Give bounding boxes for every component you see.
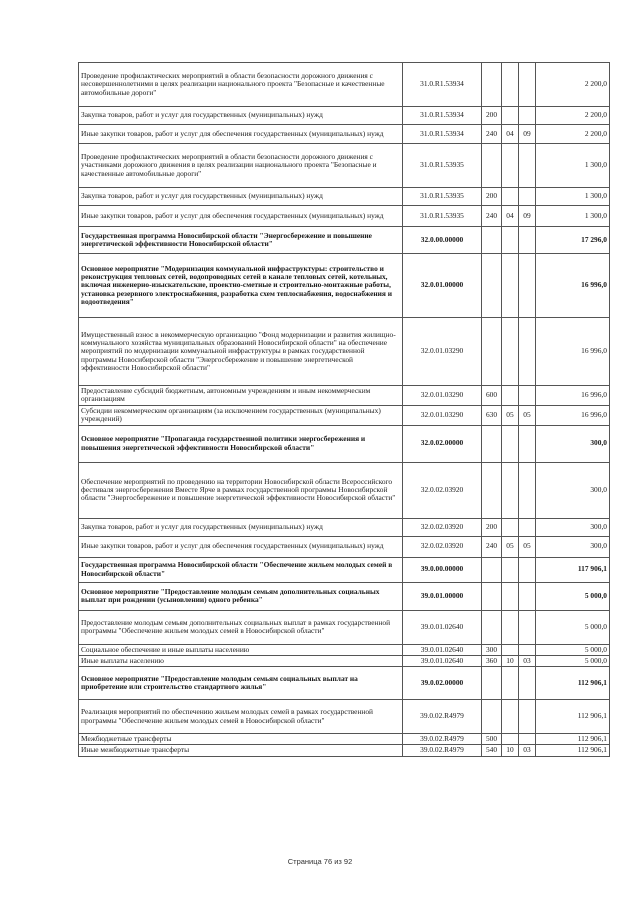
amount-cell: 16 996,0 — [536, 386, 610, 406]
subsection-cell: 03 — [519, 745, 536, 756]
expense-type-cell: 240 — [482, 125, 502, 144]
row-name-cell: Субсидии некоммерческим организациям (за исключением государственных (муниципальных) учреждений) — [79, 405, 403, 425]
subsection-cell — [519, 582, 536, 610]
amount-cell: 2 200,0 — [536, 125, 610, 144]
expense-type-cell: 500 — [482, 734, 502, 745]
table-row — [79, 462, 610, 518]
table-row — [79, 557, 610, 582]
section-cell — [502, 518, 519, 536]
target-code-cell: 32.0.01.03290 — [403, 386, 482, 406]
subsection-cell — [519, 462, 536, 518]
target-code-cell: 39.0.02.R4979 — [403, 700, 482, 734]
section-cell — [502, 582, 519, 610]
table-row — [79, 107, 610, 125]
amount-cell: 300,0 — [536, 518, 610, 536]
section-cell — [502, 462, 519, 518]
subsection-cell — [519, 188, 536, 206]
section-cell — [502, 63, 519, 107]
row-name-cell: Иные выплаты населению — [79, 655, 403, 666]
expense-type-cell — [482, 610, 502, 644]
section-cell — [502, 144, 519, 188]
row-name-cell: Межбюджетные трансферты — [79, 734, 403, 745]
amount-cell: 2 200,0 — [536, 107, 610, 125]
expense-type-cell — [482, 667, 502, 700]
page-footer: Страница 76 из 92 — [287, 857, 353, 866]
table-row — [79, 227, 610, 254]
row-name-cell: Реализация мероприятий по обеспечению жильем молодых семей в рамках государственной программы "Обеспечение жильем молодых семей в Новосибирской области" — [79, 700, 403, 734]
target-code-cell: 39.0.01.02640 — [403, 610, 482, 644]
expense-type-cell: 200 — [482, 107, 502, 125]
expense-type-cell — [482, 318, 502, 386]
target-code-cell: 39.0.01.02640 — [403, 655, 482, 666]
section-cell — [502, 188, 519, 206]
target-code-cell: 39.0.01.00000 — [403, 582, 482, 610]
amount-cell: 16 996,0 — [536, 318, 610, 386]
table-row — [79, 405, 610, 425]
expense-type-cell: 240 — [482, 536, 502, 557]
subsection-cell — [519, 518, 536, 536]
amount-cell: 117 906,1 — [536, 557, 610, 582]
amount-cell: 112 906,1 — [536, 700, 610, 734]
target-code-cell: 31.0.R1.53934 — [403, 107, 482, 125]
subsection-cell — [519, 425, 536, 462]
target-code-cell: 31.0.R1.53934 — [403, 125, 482, 144]
target-code-cell: 32.0.02.00000 — [403, 425, 482, 462]
table-row — [79, 518, 610, 536]
expense-type-cell — [482, 582, 502, 610]
section-cell: 05 — [502, 405, 519, 425]
amount-cell: 112 906,1 — [536, 734, 610, 745]
subsection-cell — [519, 227, 536, 254]
amount-cell: 300,0 — [536, 462, 610, 518]
row-name-cell: Предоставление субсидий бюджетным, автономным учреждениям и иным некоммерческим организациям — [79, 386, 403, 406]
target-code-cell: 32.0.01.03290 — [403, 318, 482, 386]
expense-type-cell: 540 — [482, 745, 502, 756]
expense-type-cell: 360 — [482, 655, 502, 666]
table-row — [79, 63, 610, 107]
expense-type-cell — [482, 63, 502, 107]
row-name-cell: Проведение профилактических мероприятий в области безопасности дорожного движения с участниками дорожного движения в целях реализации национального проекта "Безопасные и качественные автомобильные дороги" — [79, 144, 403, 188]
subsection-cell: 09 — [519, 206, 536, 227]
expense-type-cell: 240 — [482, 206, 502, 227]
table-row — [79, 386, 610, 406]
target-code-cell: 31.0.R1.53934 — [403, 63, 482, 107]
expense-type-cell — [482, 227, 502, 254]
target-code-cell: 39.0.00.00000 — [403, 557, 482, 582]
amount-cell: 1 300,0 — [536, 206, 610, 227]
amount-cell: 5 000,0 — [536, 582, 610, 610]
section-cell — [502, 734, 519, 745]
table-row — [79, 188, 610, 206]
amount-cell: 2 200,0 — [536, 63, 610, 107]
section-cell: 04 — [502, 125, 519, 144]
target-code-cell: 39.0.02.R4979 — [403, 734, 482, 745]
table-row — [79, 644, 610, 655]
row-name-cell: Предоставление молодым семьям дополнительных социальных выплат в рамках государственной программы "Обеспечение жильем молодых семей в Новосибирской области" — [79, 610, 403, 644]
subsection-cell — [519, 610, 536, 644]
target-code-cell: 39.0.01.02640 — [403, 644, 482, 655]
subsection-cell — [519, 63, 536, 107]
section-cell — [502, 557, 519, 582]
row-name-cell: Обеспечение мероприятий по проведению на территории Новосибирской области Всероссийского фестиваля энергосбережения Вместе Ярче в рамках государственной программы Новосибирской области "Энергосбережение и повышение энергетической эффективности Новосибирской области" — [79, 462, 403, 518]
expense-type-cell — [482, 557, 502, 582]
row-name-cell: Государственная программа Новосибирской области "Обеспечение жильем молодых семей в Новосибирской области" — [79, 557, 403, 582]
budget-table-body — [79, 63, 610, 757]
target-code-cell: 39.0.02.00000 — [403, 667, 482, 700]
expense-type-cell — [482, 462, 502, 518]
subsection-cell — [519, 734, 536, 745]
section-cell — [502, 610, 519, 644]
row-name-cell: Закупка товаров, работ и услуг для государственных (муниципальных) нужд — [79, 107, 403, 125]
row-name-cell: Имущественный взнос в некоммерческую организацию "Фонд модернизации и развития жилищно-коммунального хозяйства муниципальных образований Новосибирской области" на обеспечение мероприятий по модернизации коммунальной инфраструктуры в рамках государственной программы Новосибирской области "Энергосбережение и повышение энергетической эффективности Новосибирской области" — [79, 318, 403, 386]
amount-cell: 1 300,0 — [536, 188, 610, 206]
subsection-cell — [519, 386, 536, 406]
subsection-cell: 05 — [519, 536, 536, 557]
row-name-cell: Основное мероприятие "Предоставление молодым семьям дополнительных социальных выплат при рождении (усыновлении) одного ребенка" — [79, 582, 403, 610]
table-row — [79, 144, 610, 188]
section-cell — [502, 667, 519, 700]
amount-cell: 300,0 — [536, 536, 610, 557]
subsection-cell — [519, 644, 536, 655]
amount-cell: 16 996,0 — [536, 254, 610, 318]
row-name-cell: Закупка товаров, работ и услуг для государственных (муниципальных) нужд — [79, 188, 403, 206]
expense-type-cell: 630 — [482, 405, 502, 425]
row-name-cell: Основное мероприятие "Предоставление молодым семьям социальных выплат на приобретение или строительство стандартного жилья" — [79, 667, 403, 700]
table-row — [79, 655, 610, 666]
target-code-cell: 32.0.02.03920 — [403, 518, 482, 536]
expense-type-cell — [482, 144, 502, 188]
row-name-cell: Иные закупки товаров, работ и услуг для обеспечения государственных (муниципальных) нужд — [79, 206, 403, 227]
section-cell — [502, 227, 519, 254]
section-cell: 04 — [502, 206, 519, 227]
subsection-cell: 03 — [519, 655, 536, 666]
section-cell: 10 — [502, 655, 519, 666]
section-cell — [502, 254, 519, 318]
target-code-cell: 31.0.R1.53935 — [403, 144, 482, 188]
table-row — [79, 745, 610, 756]
expense-type-cell: 200 — [482, 518, 502, 536]
amount-cell: 112 906,1 — [536, 745, 610, 756]
subsection-cell — [519, 318, 536, 386]
subsection-cell — [519, 700, 536, 734]
amount-cell: 300,0 — [536, 425, 610, 462]
target-code-cell: 31.0.R1.53935 — [403, 188, 482, 206]
row-name-cell: Государственная программа Новосибирской области "Энергосбережение и повышение энергетической эффективности Новосибирской области" — [79, 227, 403, 254]
table-row — [79, 734, 610, 745]
row-name-cell: Закупка товаров, работ и услуг для государственных (муниципальных) нужд — [79, 518, 403, 536]
section-cell — [502, 425, 519, 462]
table-row — [79, 425, 610, 462]
amount-cell: 16 996,0 — [536, 405, 610, 425]
target-code-cell: 32.0.01.00000 — [403, 254, 482, 318]
section-cell — [502, 107, 519, 125]
table-row — [79, 667, 610, 700]
row-name-cell: Иные межбюджетные трансферты — [79, 745, 403, 756]
row-name-cell: Проведение профилактических мероприятий в области безопасности дорожного движения с несовершеннолетними в целях реализации национального проекта "Безопасные и качественные автомобильные дороги" — [79, 63, 403, 107]
table-row — [79, 700, 610, 734]
section-cell: 10 — [502, 745, 519, 756]
expense-type-cell: 300 — [482, 644, 502, 655]
table-row — [79, 318, 610, 386]
subsection-cell: 09 — [519, 125, 536, 144]
table-row — [79, 254, 610, 318]
section-cell — [502, 386, 519, 406]
target-code-cell: 31.0.R1.53935 — [403, 206, 482, 227]
subsection-cell — [519, 254, 536, 318]
amount-cell: 5 000,0 — [536, 655, 610, 666]
target-code-cell: 39.0.02.R4979 — [403, 745, 482, 756]
expense-type-cell — [482, 700, 502, 734]
subsection-cell — [519, 557, 536, 582]
row-name-cell: Социальное обеспечение и иные выплаты населению — [79, 644, 403, 655]
section-cell — [502, 318, 519, 386]
amount-cell: 5 000,0 — [536, 610, 610, 644]
section-cell — [502, 700, 519, 734]
budget-table — [78, 62, 610, 757]
row-name-cell: Основное мероприятие "Модернизация коммунальной инфраструктуры: строительство и реконструкция тепловых сетей, водопроводных сетей в канале тепловых сетей, котельных, включая инженерно-изыскательские, проектно-сметные и строительно-монтажные работы, установка резервного электроснабжения, разработка схем теплоснабжения, водоснабжения и водоотведения" — [79, 254, 403, 318]
subsection-cell — [519, 144, 536, 188]
table-row — [79, 610, 610, 644]
target-code-cell: 32.0.02.03920 — [403, 536, 482, 557]
target-code-cell: 32.0.00.00000 — [403, 227, 482, 254]
section-cell — [502, 644, 519, 655]
amount-cell: 1 300,0 — [536, 144, 610, 188]
row-name-cell: Иные закупки товаров, работ и услуг для обеспечения государственных (муниципальных) нужд — [79, 125, 403, 144]
subsection-cell — [519, 107, 536, 125]
target-code-cell: 32.0.01.03290 — [403, 405, 482, 425]
row-name-cell: Иные закупки товаров, работ и услуг для обеспечения государственных (муниципальных) нужд — [79, 536, 403, 557]
subsection-cell — [519, 667, 536, 700]
amount-cell: 17 296,0 — [536, 227, 610, 254]
subsection-cell: 05 — [519, 405, 536, 425]
amount-cell: 5 000,0 — [536, 644, 610, 655]
expense-type-cell — [482, 254, 502, 318]
expense-type-cell: 600 — [482, 386, 502, 406]
expense-type-cell — [482, 425, 502, 462]
expense-type-cell: 200 — [482, 188, 502, 206]
table-row — [79, 536, 610, 557]
section-cell: 05 — [502, 536, 519, 557]
table-row — [79, 206, 610, 227]
amount-cell: 112 906,1 — [536, 667, 610, 700]
row-name-cell: Основное мероприятие "Пропаганда государственной политики энергосбережения и повышения энергетической эффективности Новосибирской области" — [79, 425, 403, 462]
table-row — [79, 125, 610, 144]
table-row — [79, 582, 610, 610]
target-code-cell: 32.0.02.03920 — [403, 462, 482, 518]
